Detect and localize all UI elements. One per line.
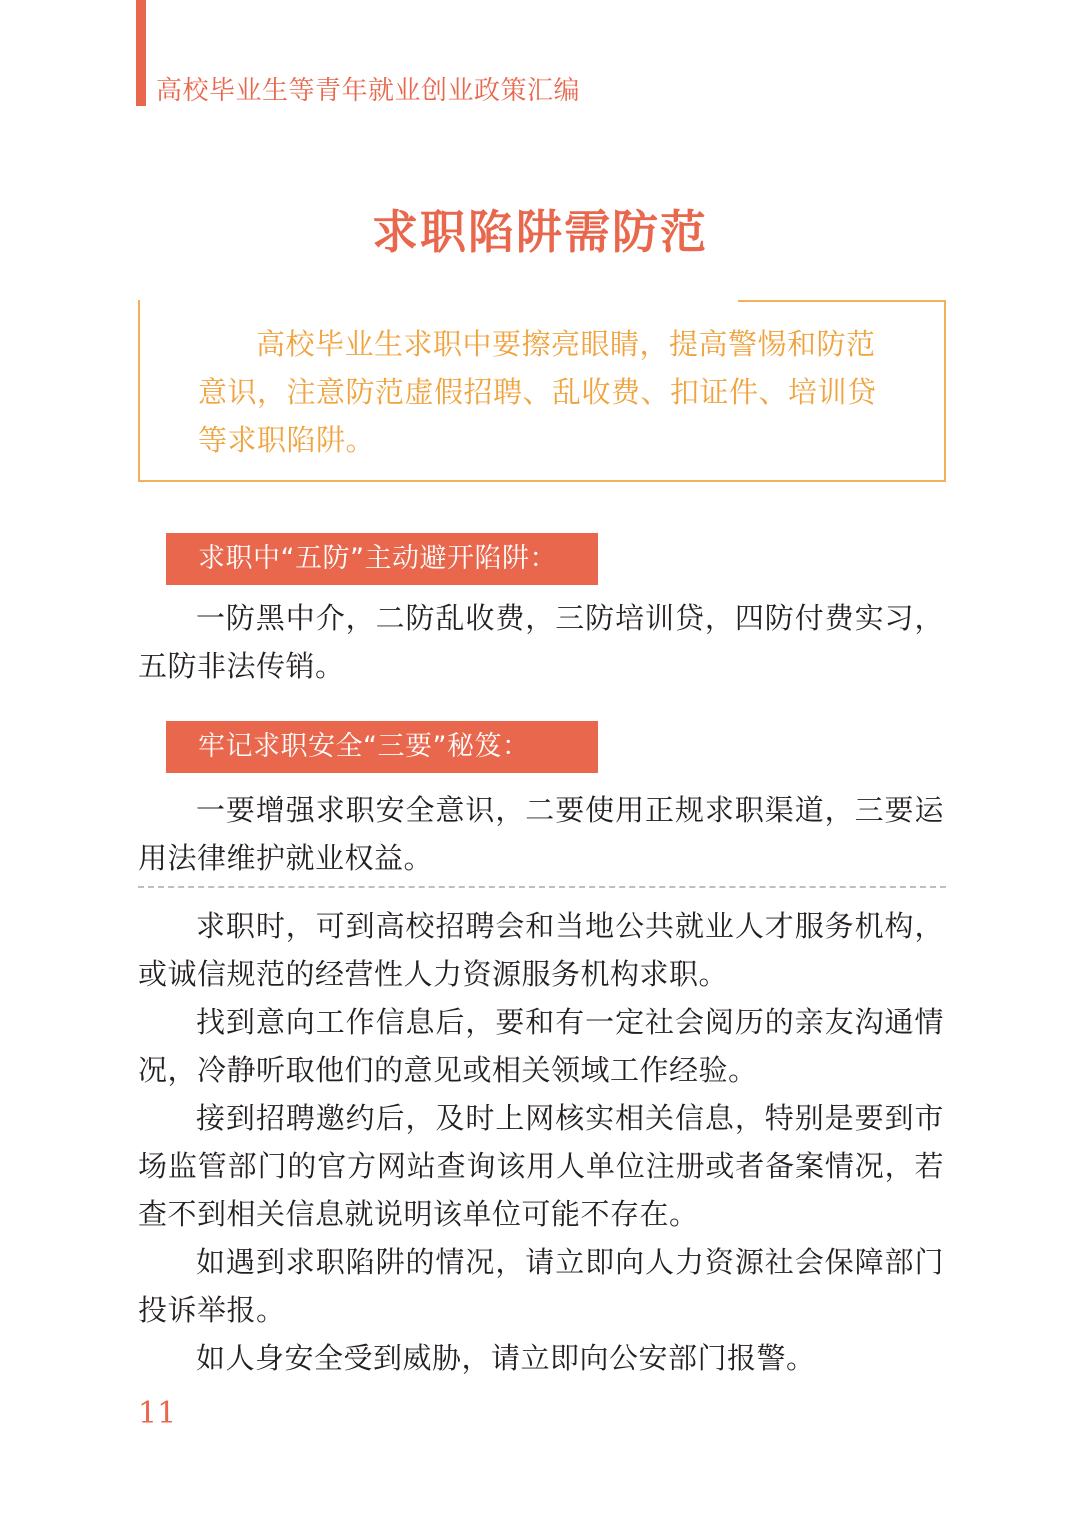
section-body-three-musts: 一要增强求职安全意识，二要使用正规求职渠道，三要运用法律维护就业权益。 <box>138 793 944 875</box>
running-header: 高校毕业生等青年就业创业政策汇编 <box>156 76 581 106</box>
section-heading-five-preventions: 求职中“五防”主动避开陷阱： <box>166 533 598 585</box>
paragraph: 如人身安全受到威胁，请立即向公安部门报警。 <box>196 1341 816 1375</box>
callout-border-top <box>738 300 946 302</box>
section-heading-three-musts: 牢记求职安全“三要”秘笈： <box>166 721 598 773</box>
page-number: 11 <box>138 1396 177 1431</box>
paragraph: 求职时，可到高校招聘会和当地公共就业人才服务机构，或诚信规范的经营性人力资源服务机构求职。 <box>138 909 944 991</box>
paragraph: 如遇到求职陷阱的情况，请立即向人力资源社会保障部门投诉举报。 <box>138 1245 944 1327</box>
intro-text: 高校毕业生求职中要擦亮眼睛，提高警惕和防范意识，注意防范虚假招聘、乱收费、扣证件、培训贷等求职陷阱。 <box>198 327 877 457</box>
intro-callout-box <box>138 300 946 482</box>
section-body-five-preventions: 一防黑中介，二防乱收费，三防培训贷，四防付费实习，五防非法传销。 <box>138 601 944 683</box>
dashed-divider <box>138 886 946 888</box>
callout-border-left <box>138 300 140 482</box>
page-title: 求职陷阱需防范 <box>372 205 708 259</box>
header-accent-bar <box>136 0 146 106</box>
callout-border-bottom <box>138 480 946 482</box>
paragraph: 找到意向工作信息后，要和有一定社会阅历的亲友沟通情况，冷静听取他们的意见或相关领域工作经验。 <box>138 1005 944 1087</box>
paragraph: 接到招聘邀约后，及时上网核实相关信息，特别是要到市场监管部门的官方网站查询该用人单位注册或者备案情况，若查不到相关信息就说明该单位可能不存在。 <box>138 1101 944 1231</box>
callout-border-right <box>944 300 946 482</box>
